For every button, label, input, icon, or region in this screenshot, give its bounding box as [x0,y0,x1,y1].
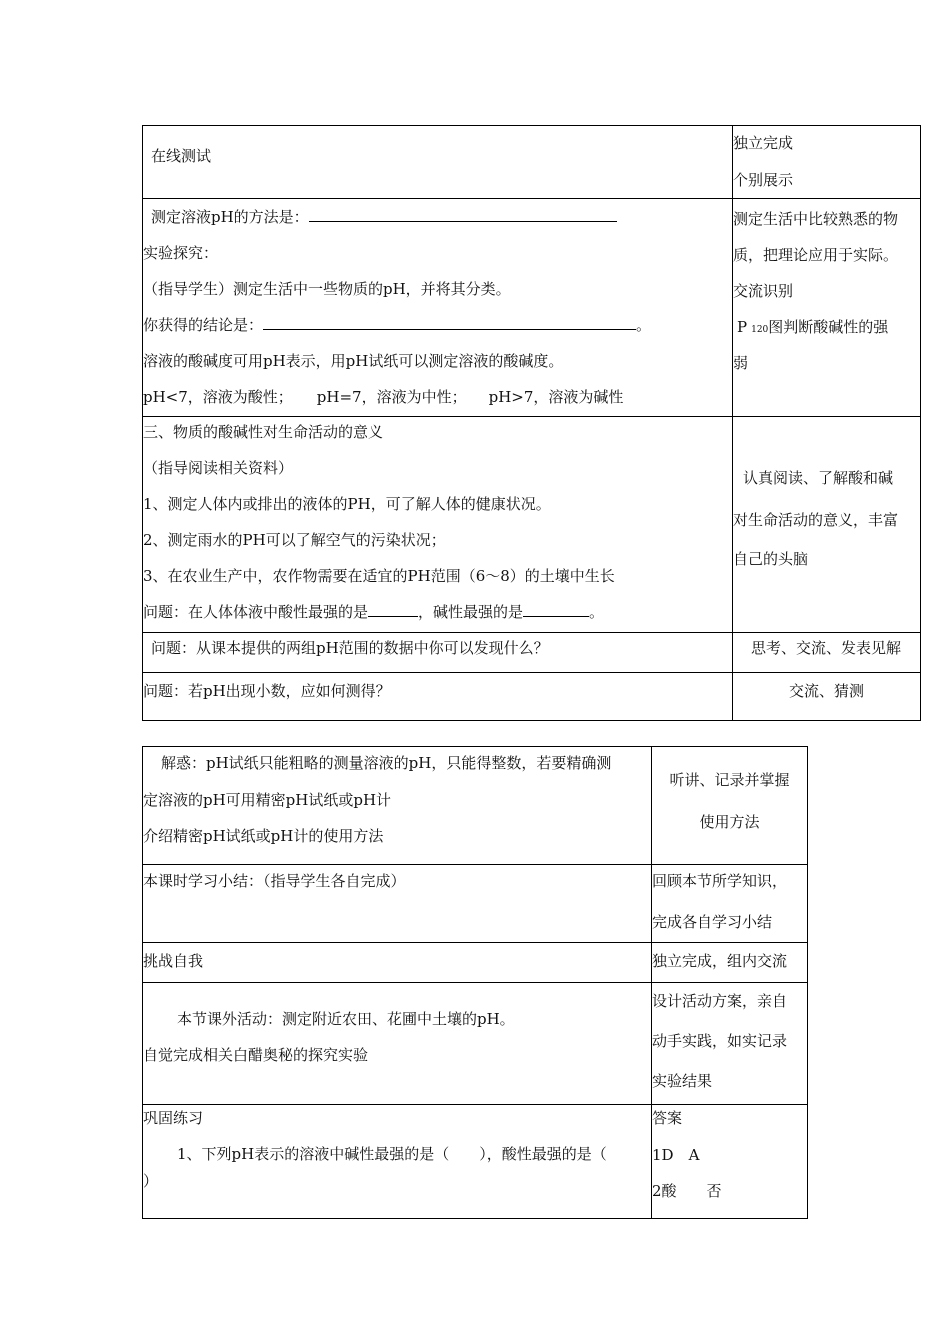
table-cell: 设计活动方案，亲自 动手实践，如实记录 实验结果 [652,983,808,1105]
table-row [143,126,921,199]
table-cell: 答案 1D A 2酸 否 [652,1105,808,1219]
table-cell: 测定生活中比较熟悉的物 质，把理论应用于实际。 交流识别 P 120图判断酸碱性的强 弱 [733,199,921,417]
lesson-table-2 [142,746,808,1219]
table-row [143,1105,808,1219]
table-cell: 三、物质的酸碱性对生命活动的意义 （指导阅读相关资料） 1、测定人体内或排出的液体的PH，可了解人体的健康状况。 2、测定雨水的PH可以了解空气的污染状况； 3、在农业生产中，农作物需要在适宜的PH范围（6～8）的土壤中生长 问题：在人体体液中酸性最强的是 ，碱性最强的是 。 [143,417,733,633]
section-title-online-test: 在线测试 [151,147,212,165]
table-row [143,673,921,721]
table-cell: 独立完成 个别展示 [733,126,921,199]
table-row [143,633,921,673]
table-row [143,747,808,865]
table-cell: 听讲、记录并掌握 使用方法 [652,747,808,865]
blank-line [523,594,589,617]
table-cell: 回顾本节所学知识， 完成各自学习小结 [652,865,808,943]
table-row [143,983,808,1105]
table-cell: 本课时学习小结：（指导学生各自完成） [143,865,652,943]
table-row [143,417,921,633]
blank-line [309,199,617,222]
blank-line [368,594,418,617]
table-cell: 本节课外活动：测定附近农田、花圃中土壤的pH。 自觉完成相关白醋奥秘的探究实验 [143,983,652,1105]
table-cell: 巩固练习 1、下列pH表示的溶液中碱性最强的是（ ），酸性最强的是（ ） [143,1105,652,1219]
table-cell: 问题：若pH出现小数，应如何测得？ [143,673,733,721]
table-cell: 解惑：pH试纸只能粗略的测量溶液的pH，只能得整数，若要精确测 定溶液的pH可用精密pH试纸或pH计 介绍精密pH试纸或pH计的使用方法 [143,747,652,865]
table-cell: 思考、交流、发表见解 [733,633,921,673]
lesson-table-1 [142,125,921,721]
table-cell: 交流、猜测 [733,673,921,721]
table-cell: 独立完成，组内交流 [652,943,808,983]
table-cell: 问题：从课本提供的两组pH范围的数据中你可以发现什么？ [143,633,733,673]
table-row [143,943,808,983]
table-cell: 测定溶液pH的方法是： 实验探究： （指导学生）测定生活中一些物质的pH，并将其分类。 你获得的结论是： 。 溶液的酸碱度可用pH表示，用pH试纸可以测定溶液的酸碱度。 pH<7，溶液为酸性； pH=7，溶液为中性； pH>7，溶液为碱性 [143,199,733,417]
table-cell: 挑战自我 [143,943,652,983]
table-cell [143,126,733,199]
table-row [143,865,808,943]
table-row [143,199,921,417]
table-cell: 认真阅读、了解酸和碱 对生命活动的意义，丰富 自己的头脑 [733,417,921,633]
blank-line [263,307,636,330]
